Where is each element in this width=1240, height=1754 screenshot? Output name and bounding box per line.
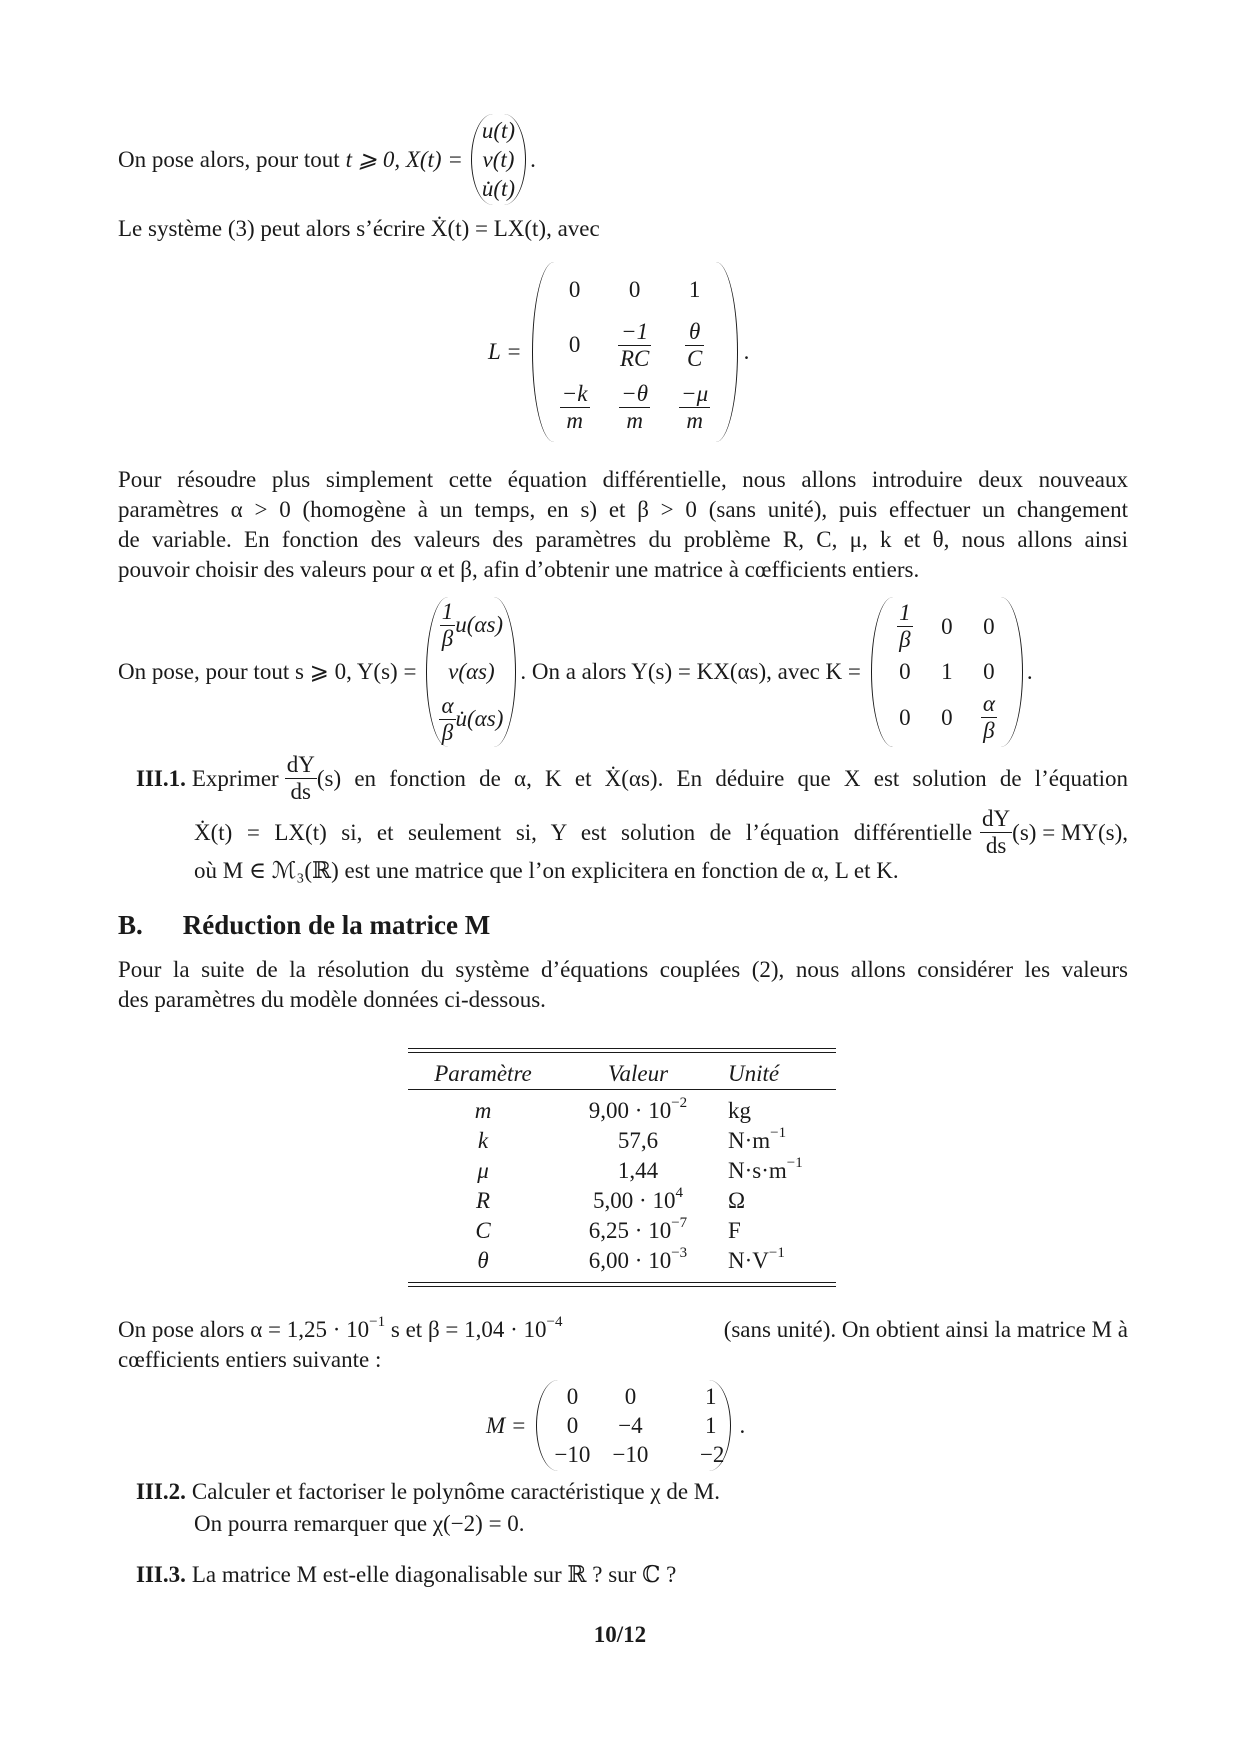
frac-den: ds (985, 833, 1007, 858)
table-row (408, 1156, 836, 1186)
matrix-L (488, 262, 749, 442)
X-entry: u(t) (481, 118, 516, 143)
table-row (408, 1216, 836, 1246)
paragraph-line: Pour résoudre plus simplement cette équation différentielle, nous allons introduire deux nouveaux (118, 467, 1128, 492)
frac-den: ds (290, 779, 311, 804)
matrix-L-period: . (743, 339, 750, 364)
param-value: 57,6 (617, 1128, 659, 1153)
M-cell: −4 (618, 1412, 643, 1438)
K-cell: 0 (983, 659, 995, 684)
paragraph-line: des paramètres du modèle données ci-dessous. (118, 987, 546, 1012)
param-symbol: m (474, 1098, 492, 1123)
table-row (408, 1186, 836, 1216)
question-III-3 (136, 1560, 676, 1590)
alpha-exponent: −1 (369, 1314, 386, 1331)
M-cell: 0 (566, 1383, 579, 1409)
paragraph-line: paramètres α > 0 (homogène à un temps, en s) et β > 0 (sans unité), puis effectuer un changement (118, 497, 1128, 522)
question-III-2 (136, 1476, 720, 1540)
Y-fraction (440, 599, 456, 652)
frac-num: −k (561, 380, 588, 406)
frac-num: dY (982, 806, 1011, 831)
Y-fraction (439, 693, 455, 746)
X-vector (471, 114, 526, 205)
frac-num: dY (286, 752, 315, 777)
L-cell: 0 (568, 277, 581, 302)
K-cell: 0 (941, 613, 953, 639)
Y-entry: u(αs) (455, 612, 504, 637)
K-cell: 0 (941, 704, 953, 730)
paragraph-line: Pour la suite de la résolution du système d’équations couplées (2), nous allons considérer les valeurs (118, 957, 1128, 982)
alpha-value: On pose alors α = 1,25 · 10 (118, 1317, 370, 1342)
param-symbol: θ (477, 1248, 489, 1273)
page-number: 10/12 (593, 1622, 647, 1647)
matrix-L-body (532, 262, 738, 442)
L-fraction (679, 381, 710, 434)
param-value: $5,00 \cdot 10^4$ (593, 1185, 683, 1213)
section-label: B. (118, 910, 143, 940)
question-label: III.3. (136, 1562, 186, 1587)
parameter-table (408, 1048, 836, 1287)
param-symbol: C (475, 1218, 491, 1243)
frac-den: m (686, 407, 703, 433)
param-value: $9,00 \cdot 10^{-2}$ (588, 1095, 688, 1123)
question-III-1-line2 (194, 806, 1128, 859)
frac-den: C (686, 345, 703, 371)
change-variable-line (118, 597, 1033, 747)
q2-line1: Calculer et factoriser le polynôme caractéristique χ de M. (191, 1479, 720, 1504)
table-row (408, 1126, 836, 1156)
frac-num: 1 (899, 600, 911, 625)
param-unit: $N\cdot m^{-1}$ (728, 1125, 787, 1153)
K-cell: 0 (983, 613, 995, 639)
M-cell: 0 (624, 1383, 637, 1409)
matrix-M-name: M = (486, 1412, 527, 1438)
beta-value: s et β = 1,04 · 10 (385, 1317, 547, 1342)
matrix-M-period: . (739, 1412, 746, 1438)
K-fraction (981, 691, 997, 744)
paragraph-line: cœfficients entiers suivante : (118, 1347, 382, 1372)
M-cell: 1 (704, 1383, 717, 1409)
L-cell: 0 (568, 332, 581, 357)
beta-exponent: −4 (546, 1314, 563, 1331)
q2-line2: On pourra remarquer que χ(−2) = 0. (194, 1511, 525, 1536)
paragraph-parameters (118, 955, 1128, 1015)
table-header: Valeur (607, 1061, 669, 1086)
param-symbol: μ (477, 1158, 489, 1183)
L-cell: 1 (688, 277, 701, 302)
frac-den: m (626, 407, 643, 433)
question-label: III.1. (136, 765, 186, 791)
param-symbol: R (475, 1188, 491, 1213)
table-header: Unité (728, 1061, 780, 1086)
q1-line1-text: (s) en fonction de α, K et Ẋ(αs). En déduire que X est solution de l’équation (316, 765, 1128, 791)
param-unit: $N\cdot s\cdot m^{-1}$ (728, 1155, 803, 1183)
q1-exprimer: Exprimer (191, 765, 279, 791)
frac-num: θ (685, 319, 704, 346)
Y-vector (426, 597, 516, 747)
param-symbol: k (477, 1128, 489, 1153)
paragraph-alpha-beta-values (118, 1315, 1128, 1375)
L-fraction (619, 381, 650, 434)
frac-den: m (566, 407, 583, 433)
matrix-M-body (536, 1380, 731, 1471)
param-unit: Ω (728, 1188, 746, 1213)
K-cell: 0 (899, 704, 911, 730)
paragraph-line: de variable. En fonction des valeurs des paramètres du problème R, C, μ, k et θ, nous allons ainsi (118, 527, 1128, 552)
table-row (408, 1096, 836, 1126)
L-cell: 0 (628, 277, 641, 302)
change-var-middle: . On a alors Y(s) = KX(αs), avec K = (520, 659, 861, 684)
change-var-text: On pose, pour tout s ⩾ 0, Y(s) = (118, 659, 417, 684)
frac-den: RC (619, 345, 650, 371)
table-body (408, 1096, 836, 1276)
L-fraction (685, 319, 704, 372)
L-fraction (560, 381, 590, 434)
frac-num: α (982, 691, 995, 716)
M-cell: 0 (566, 1412, 579, 1438)
table-header-row (408, 1059, 836, 1089)
intro-condition: t ⩾ 0, X(t) = (345, 146, 463, 172)
param-value: 1,44 (617, 1158, 659, 1183)
q1-line2-end: (s) = MY(s), (1012, 819, 1128, 845)
section-B-heading (118, 910, 490, 941)
paragraph-line: pouvoir choisir des valeurs pour α et β, afin d’obtenir une matrice à cœfficients entiers. (118, 557, 920, 582)
frac-num: −θ (621, 380, 649, 406)
K-matrix (871, 597, 1023, 747)
paragraph-end-text: (sans unité). On obtient ainsi la matrice M à (717, 1317, 1128, 1342)
frac-num: 1 (441, 598, 454, 624)
M-cell: −10 (554, 1441, 591, 1467)
matrix-L-name: L = (488, 339, 522, 364)
Y-entry: v(αs) (448, 659, 495, 684)
param-value: $6,25 \cdot 10^{-7}$ (588, 1215, 688, 1243)
section-title: Réduction de la matrice M (182, 910, 491, 940)
dY-ds-fraction (980, 806, 1012, 859)
q1-line2-text: Ẋ(t) = LX(t) si, et seulement si, Y est solution de l’équation différentielle (194, 819, 973, 845)
intro-period: . (530, 146, 536, 172)
question-III-1-line3: où M ∈ ℳ₃(ℝ) est une matrice que l’on explicitera en fonction de α, L et K. (194, 858, 899, 883)
frac-num: −1 (618, 319, 651, 346)
M-cell: −10 (612, 1441, 649, 1467)
intro-line (118, 114, 536, 205)
param-unit: $N\cdot V^{-1}$ (728, 1245, 785, 1273)
M-cell: −2 (699, 1441, 725, 1467)
question-label: III.2. (136, 1479, 186, 1504)
frac-num: −μ (681, 380, 709, 406)
param-unit: F (728, 1218, 741, 1243)
M-cell: 1 (704, 1412, 717, 1438)
table-row (408, 1246, 836, 1276)
frac-den: β (441, 719, 454, 745)
K-cell: 0 (899, 659, 911, 684)
frac-num: α (441, 692, 454, 718)
Y-entry: u̇(αs) (455, 706, 504, 731)
intro-text: On pose alors, pour tout (118, 146, 340, 172)
frac-den: β (983, 718, 995, 743)
q3-text: La matrice M est-elle diagonalisable sur ℝ ? sur ℂ ? (191, 1562, 677, 1587)
K-fraction (897, 600, 913, 653)
X-entry: v(t) (482, 147, 515, 172)
X-entry: u̇(t) (481, 176, 516, 201)
question-III-1-line1 (136, 752, 1128, 805)
K-cell: 1 (941, 659, 953, 684)
frac-den: β (441, 625, 454, 651)
change-var-period: . (1026, 659, 1033, 684)
paragraph-line (118, 1315, 1128, 1345)
matrix-M (486, 1380, 745, 1471)
param-value: $6,00 \cdot 10^{-3}$ (588, 1245, 688, 1273)
param-unit: kg (728, 1098, 751, 1123)
L-fraction (618, 319, 651, 372)
table-header: Paramètre (434, 1061, 532, 1086)
frac-den: β (899, 627, 911, 652)
dY-ds-fraction (285, 752, 317, 805)
paragraph-alpha-beta (118, 465, 1128, 585)
system-line: Le système (3) peut alors s’écrire Ẋ(t) = LX(t), avec (118, 216, 600, 241)
